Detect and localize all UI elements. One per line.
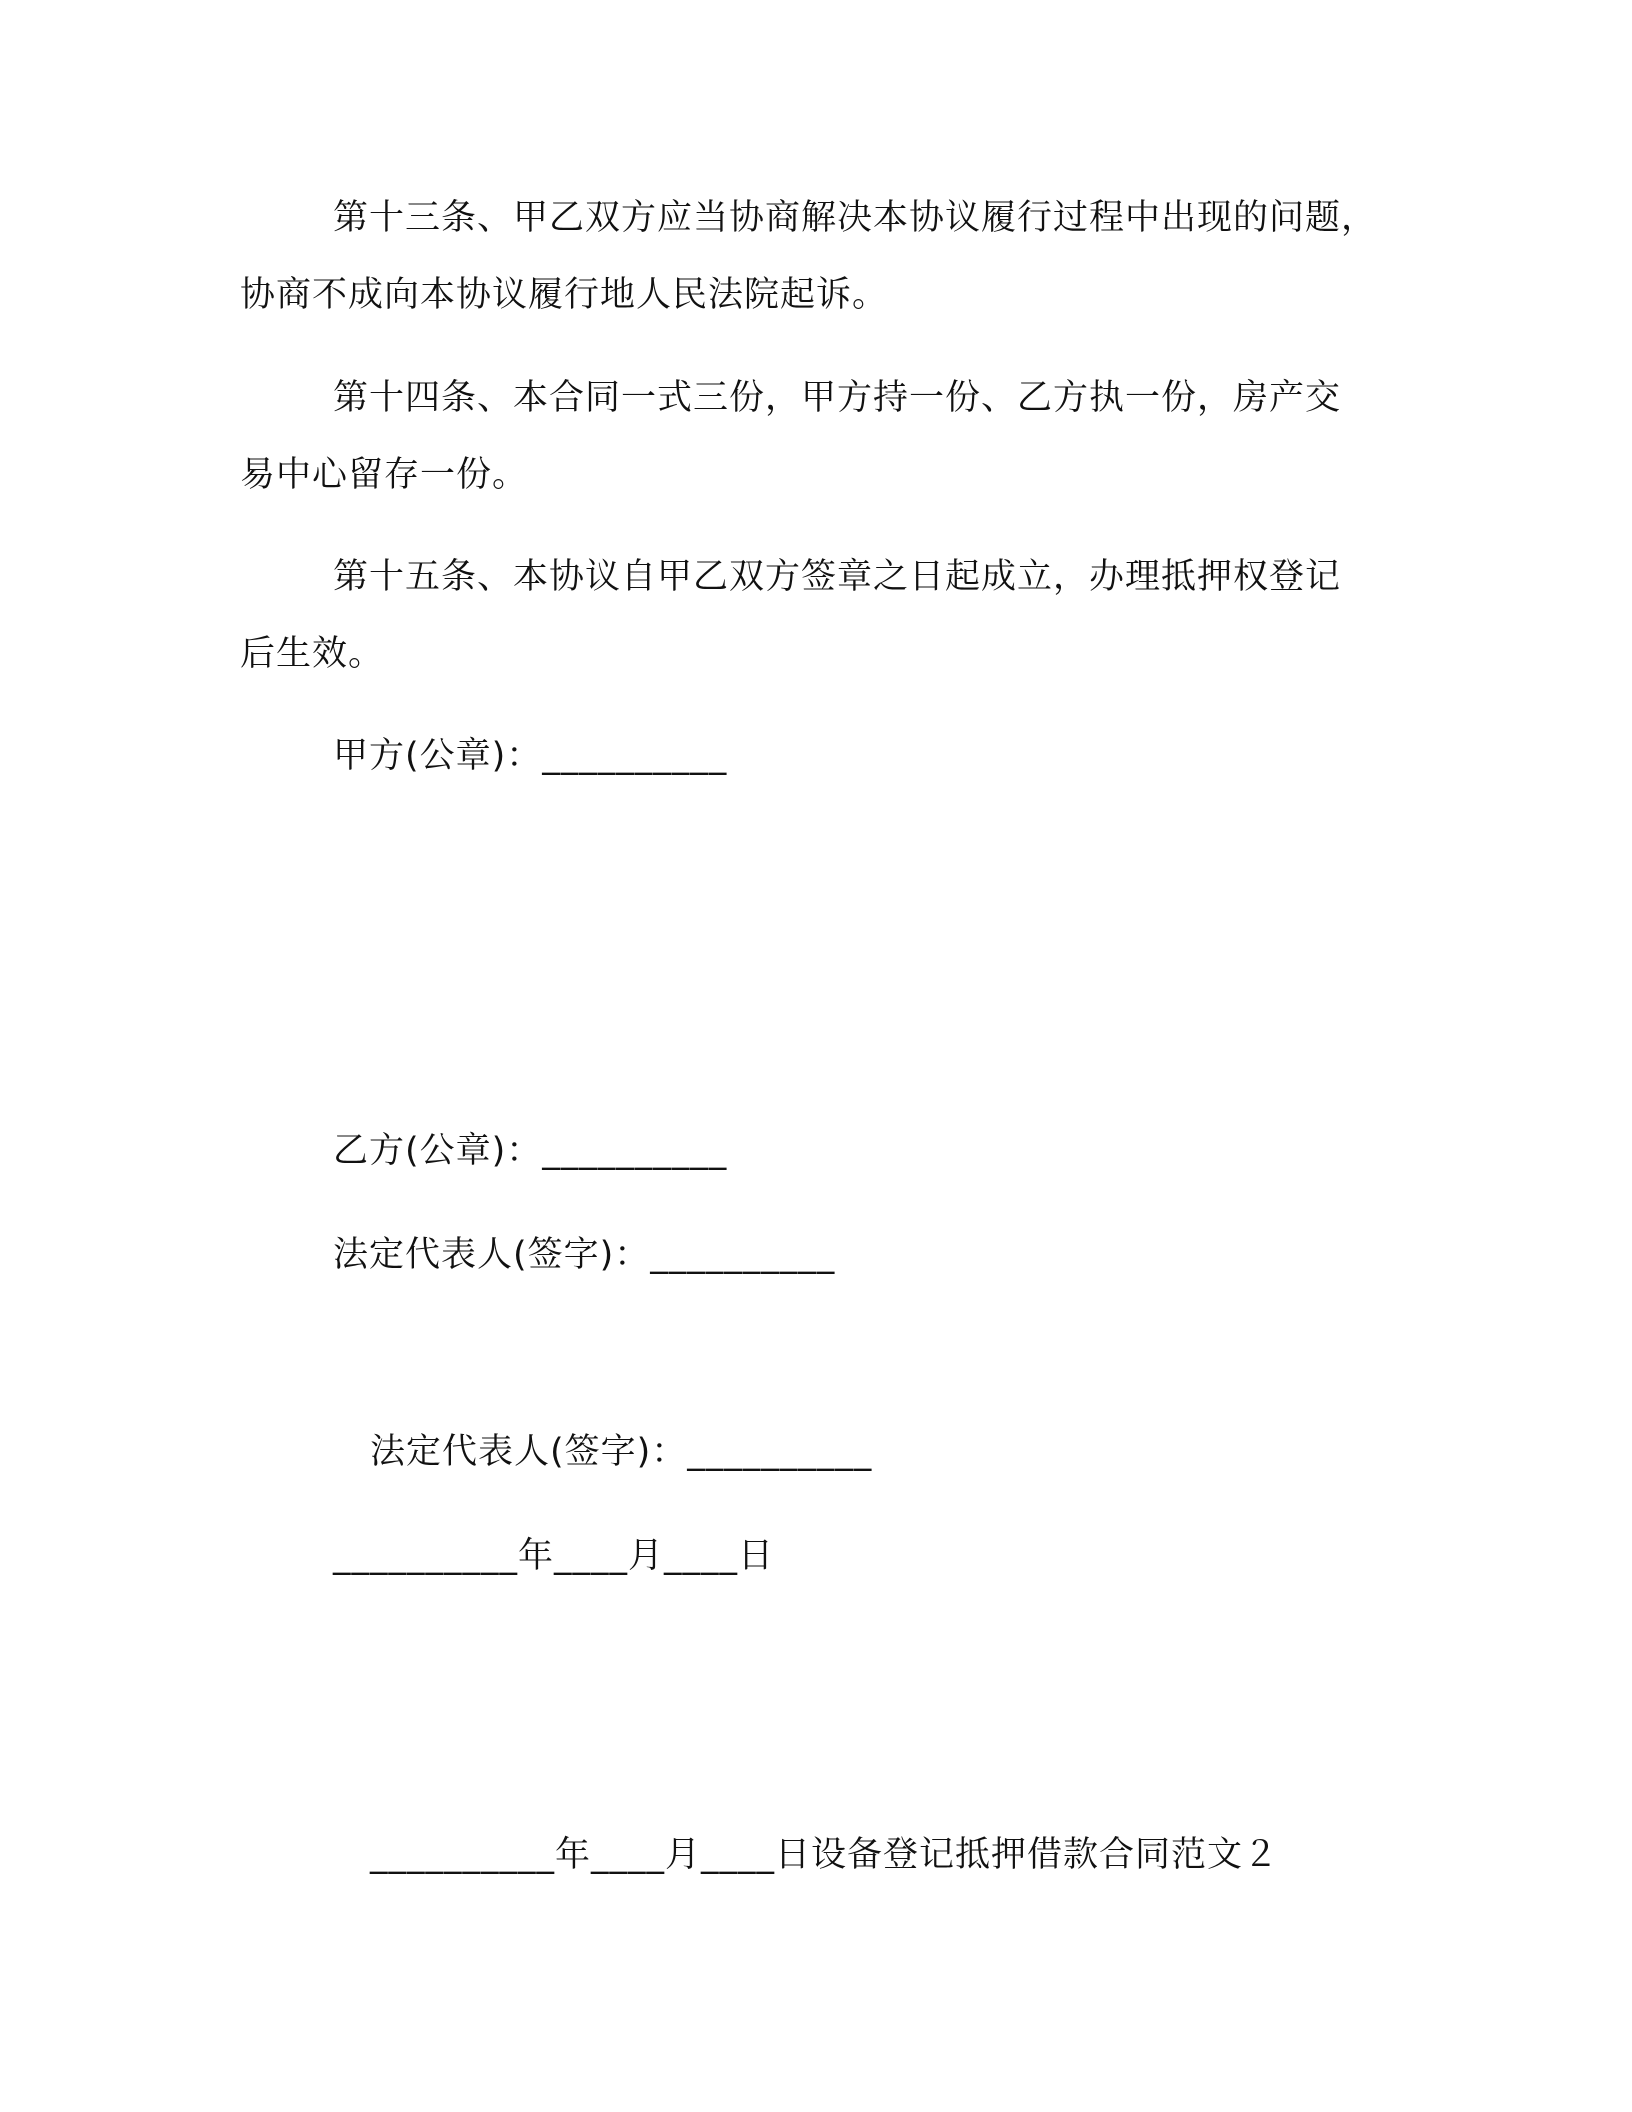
article-15-line-1: 第十五条、本协议自甲乙双方签章之日起成立，办理抵押权登记 bbox=[333, 557, 1342, 597]
signing-date-field: __________年____月____日 bbox=[333, 1536, 775, 1576]
party-a-seal-field: 甲方(公章)：__________ bbox=[333, 736, 728, 776]
article-13-line-1: 第十三条、甲乙双方应当协商解决本协议履行过程中出现的问题， bbox=[333, 198, 1378, 238]
article-14-line-2: 易中心留存一份。 bbox=[240, 455, 529, 495]
article-14-line-1: 第十四条、本合同一式三份，甲方持一份、乙方执一份，房产交 bbox=[333, 378, 1342, 418]
legal-representative-signature-field-2: 法定代表人(签字)：__________ bbox=[370, 1432, 873, 1472]
article-15-line-2: 后生效。 bbox=[240, 634, 385, 674]
legal-representative-signature-field-1: 法定代表人(签字)：__________ bbox=[333, 1235, 836, 1275]
next-document-title: __________年____月____日设备登记抵押借款合同范文２ bbox=[370, 1835, 1280, 1875]
article-13-line-2: 协商不成向本协议履行地人民法院起诉。 bbox=[240, 275, 889, 315]
party-b-seal-field: 乙方(公章)：__________ bbox=[333, 1131, 728, 1171]
